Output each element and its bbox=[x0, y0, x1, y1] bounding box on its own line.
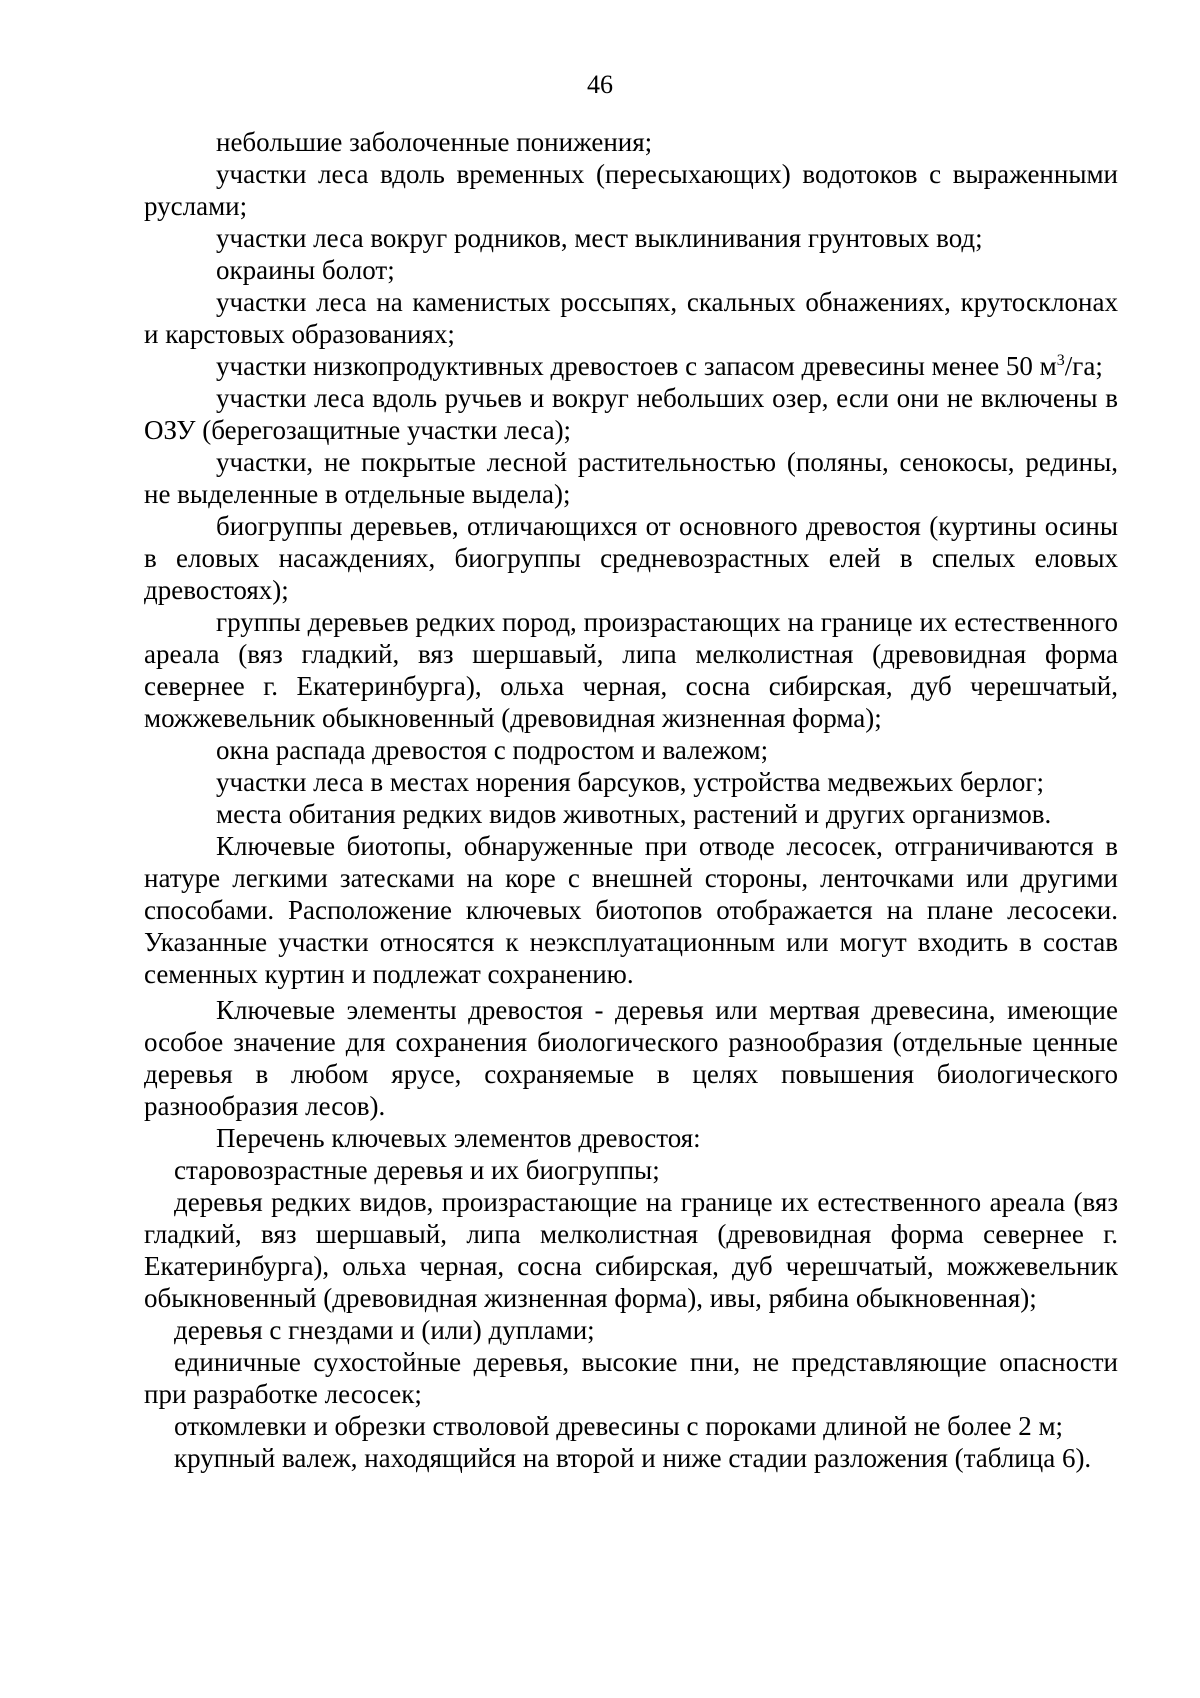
list-item: небольшие заболоченные понижения; bbox=[216, 127, 653, 157]
list-item: группы деревьев редких пород, произрастающих на границе их естественного ареала (вяз гладкий, вяз шершавый, липа мелколистная (древовидная форма севернее г. Екатеринбурга), ольха черная, сосна сибирская, дуб черешчатый, можжевельник обыкновенный (древовидная жизненная форма); bbox=[144, 607, 1118, 733]
paragraph-key-biotopes: Ключевые биотопы, обнаруженные при отводе лесосек, отграничиваются в натуре легкими затесками на коре с внешней стороны, ленточками или другими способами. Расположение ключевых биотопов отображается на плане лесосеки. Указанные участки относятся к неэксплуатационным или могут входить в состав семенных куртин и подлежат сохранению. bbox=[144, 831, 1118, 989]
list-item: крупный валеж, находящийся на второй и ниже стадии разложения (таблица 6). bbox=[174, 1443, 1092, 1473]
paragraph-key-elements: Ключевые элементы древостоя - деревья или мертвая древесина, имеющие особое значение для сохранения биологического разнообразия (отдельные ценные деревья в любом ярусе, сохраняемые в целях повышения биологического разнообразия лесов). bbox=[144, 995, 1118, 1121]
list-item: деревья с гнездами и (или) дуплами; bbox=[174, 1315, 595, 1345]
list-item: единичные сухостойные деревья, высокие пни, не представляющие опасности при разработке лесосек; bbox=[144, 1347, 1118, 1409]
list-item: участки, не покрытые лесной растительностью (поляны, сенокосы, редины, не выделенные в отдельные выдела); bbox=[144, 447, 1118, 509]
volume-text: участки низкопродуктивных древостоев с запасом древесины менее 50 м bbox=[216, 351, 1057, 381]
list-item: окраины болот; bbox=[216, 255, 395, 285]
list-item: участки леса в местах норения барсуков, устройства медвежьих берлог; bbox=[216, 767, 1044, 797]
page-number: 46 bbox=[587, 70, 613, 99]
list-item: биогруппы деревьев, отличающихся от основного древостоя (куртины осины в еловых насаждениях, биогруппы средневозрастных елей в спелых еловых древостоях); bbox=[144, 511, 1118, 605]
list-item: места обитания редких видов животных, растений и других организмов. bbox=[216, 799, 1052, 829]
unit-suffix: /га; bbox=[1064, 351, 1103, 381]
list-item: старовозрастные деревья и их биогруппы; bbox=[174, 1155, 660, 1185]
list-item: участки леса вдоль временных (пересыхающих) водотоков с выраженными руслами; bbox=[144, 159, 1118, 221]
list-heading: Перечень ключевых элементов древостоя: bbox=[216, 1123, 701, 1153]
superscript: 3 bbox=[1056, 352, 1065, 369]
list-item: окна распада древостоя с подростом и валежом; bbox=[216, 735, 769, 765]
list-item: участки леса на каменистых россыпях, скальных обнажениях, крутосклонах и карстовых образованиях; bbox=[144, 287, 1118, 349]
body-text bbox=[144, 126, 1118, 1474]
list-item: деревья редких видов, произрастающие на границе их естественного ареала (вяз гладкий, вяз шершавый, липа мелколистная (древовидная форма севернее г. Екатеринбурга), ольха черная, сосна сибирская, дуб черешчатый, можжевельник обыкновенный (древовидная жизненная форма), ивы, рябина обыкновенная); bbox=[144, 1187, 1118, 1313]
list-item: участки леса вдоль ручьев и вокруг небольших озер, если они не включены в ОЗУ (берегозащитные участки леса); bbox=[144, 383, 1118, 445]
list-item-volume bbox=[144, 350, 1118, 382]
list-item: участки леса вокруг родников, мест выклинивания грунтовых вод; bbox=[216, 223, 983, 253]
list-item: откомлевки и обрезки стволовой древесины с пороками длиной не более 2 м; bbox=[174, 1411, 1064, 1441]
